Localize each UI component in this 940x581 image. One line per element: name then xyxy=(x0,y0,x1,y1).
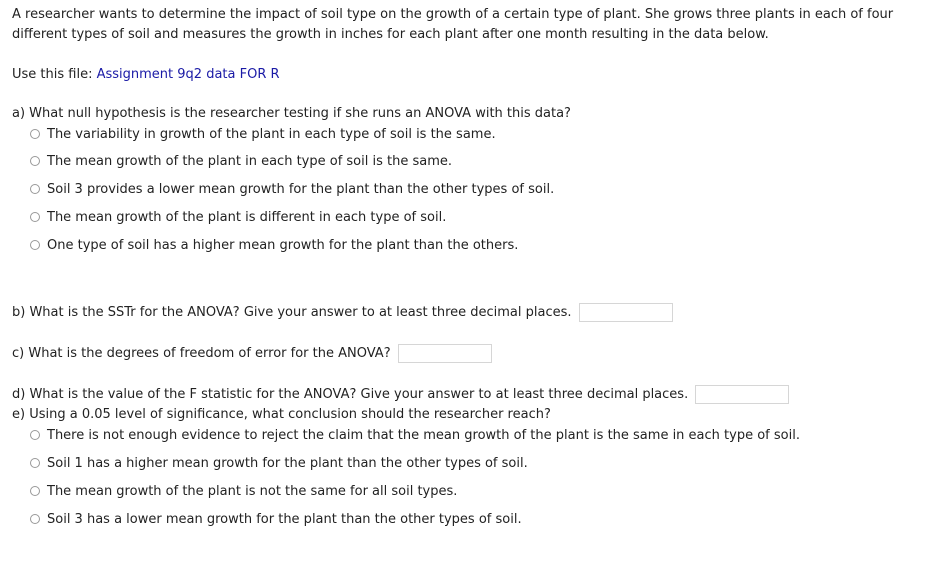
df-error-answer-input[interactable] xyxy=(398,344,492,363)
radio-a-4[interactable] xyxy=(30,212,40,222)
radio-e-3[interactable] xyxy=(30,486,40,496)
option-a-4[interactable] xyxy=(30,208,446,226)
radio-e-4[interactable] xyxy=(30,514,40,524)
option-a-1[interactable] xyxy=(30,125,496,143)
option-a-2-label: The mean growth of the plant in each type of soil is the same. xyxy=(47,153,453,169)
option-a-1-label: The variability in growth of the plant in each type of soil is the same. xyxy=(47,126,496,142)
sstr-answer-input[interactable] xyxy=(579,303,673,322)
radio-e-2[interactable] xyxy=(30,458,40,468)
question-c: c) What is the degrees of freedom of error for the ANOVA? xyxy=(12,345,391,361)
radio-a-2[interactable] xyxy=(30,156,40,166)
option-e-4[interactable] xyxy=(30,510,522,528)
file-line xyxy=(12,65,280,85)
option-e-4-label: Soil 3 has a lower mean growth for the plant than the other types of soil. xyxy=(47,511,522,527)
option-a-5-label: One type of soil has a higher mean growth for the plant than the others. xyxy=(47,237,519,253)
file-prefix: Use this file: xyxy=(12,67,93,82)
radio-a-3[interactable] xyxy=(30,184,40,194)
option-e-3-label: The mean growth of the plant is not the same for all soil types. xyxy=(47,483,458,499)
option-e-3[interactable] xyxy=(30,482,457,500)
option-a-2[interactable] xyxy=(30,152,452,170)
question-a: a) What null hypothesis is the researcher testing if she runs an ANOVA with this data? xyxy=(12,106,571,121)
option-e-1[interactable] xyxy=(30,426,800,444)
question-b-row xyxy=(12,301,673,323)
option-e-2[interactable] xyxy=(30,454,528,472)
radio-a-1[interactable] xyxy=(30,129,40,139)
option-a-4-label: The mean growth of the plant is different in each type of soil. xyxy=(47,209,447,225)
problem-intro: A researcher wants to determine the impact of soil type on the growth of a certain type of plant. She grows three plants in each of four different types of soil and measures the growth in inches for each plant after one month resulting in the data below. xyxy=(12,7,894,42)
option-a-3[interactable] xyxy=(30,180,554,198)
option-e-2-label: Soil 1 has a higher mean growth for the plant than the other types of soil. xyxy=(47,455,528,471)
question-d: d) What is the value of the F statistic for the ANOVA? Give your answer to at least three decimal places. xyxy=(12,386,689,402)
data-file-link[interactable]: Assignment 9q2 data FOR R xyxy=(96,67,280,82)
question-c-row xyxy=(12,342,492,364)
radio-e-1[interactable] xyxy=(30,430,40,440)
question-e: e) Using a 0.05 level of significance, what conclusion should the researcher reach? xyxy=(12,407,551,422)
option-a-3-label: Soil 3 provides a lower mean growth for the plant than the other types of soil. xyxy=(47,181,555,197)
question-d-row xyxy=(12,383,789,405)
question-b: b) What is the SSTr for the ANOVA? Give your answer to at least three decimal places. xyxy=(12,304,572,320)
option-e-1-label: There is not enough evidence to reject the claim that the mean growth of the plant is the same in each type of soil. xyxy=(47,427,800,443)
option-a-5[interactable] xyxy=(30,236,518,254)
f-statistic-answer-input[interactable] xyxy=(695,385,789,404)
radio-a-5[interactable] xyxy=(30,240,40,250)
